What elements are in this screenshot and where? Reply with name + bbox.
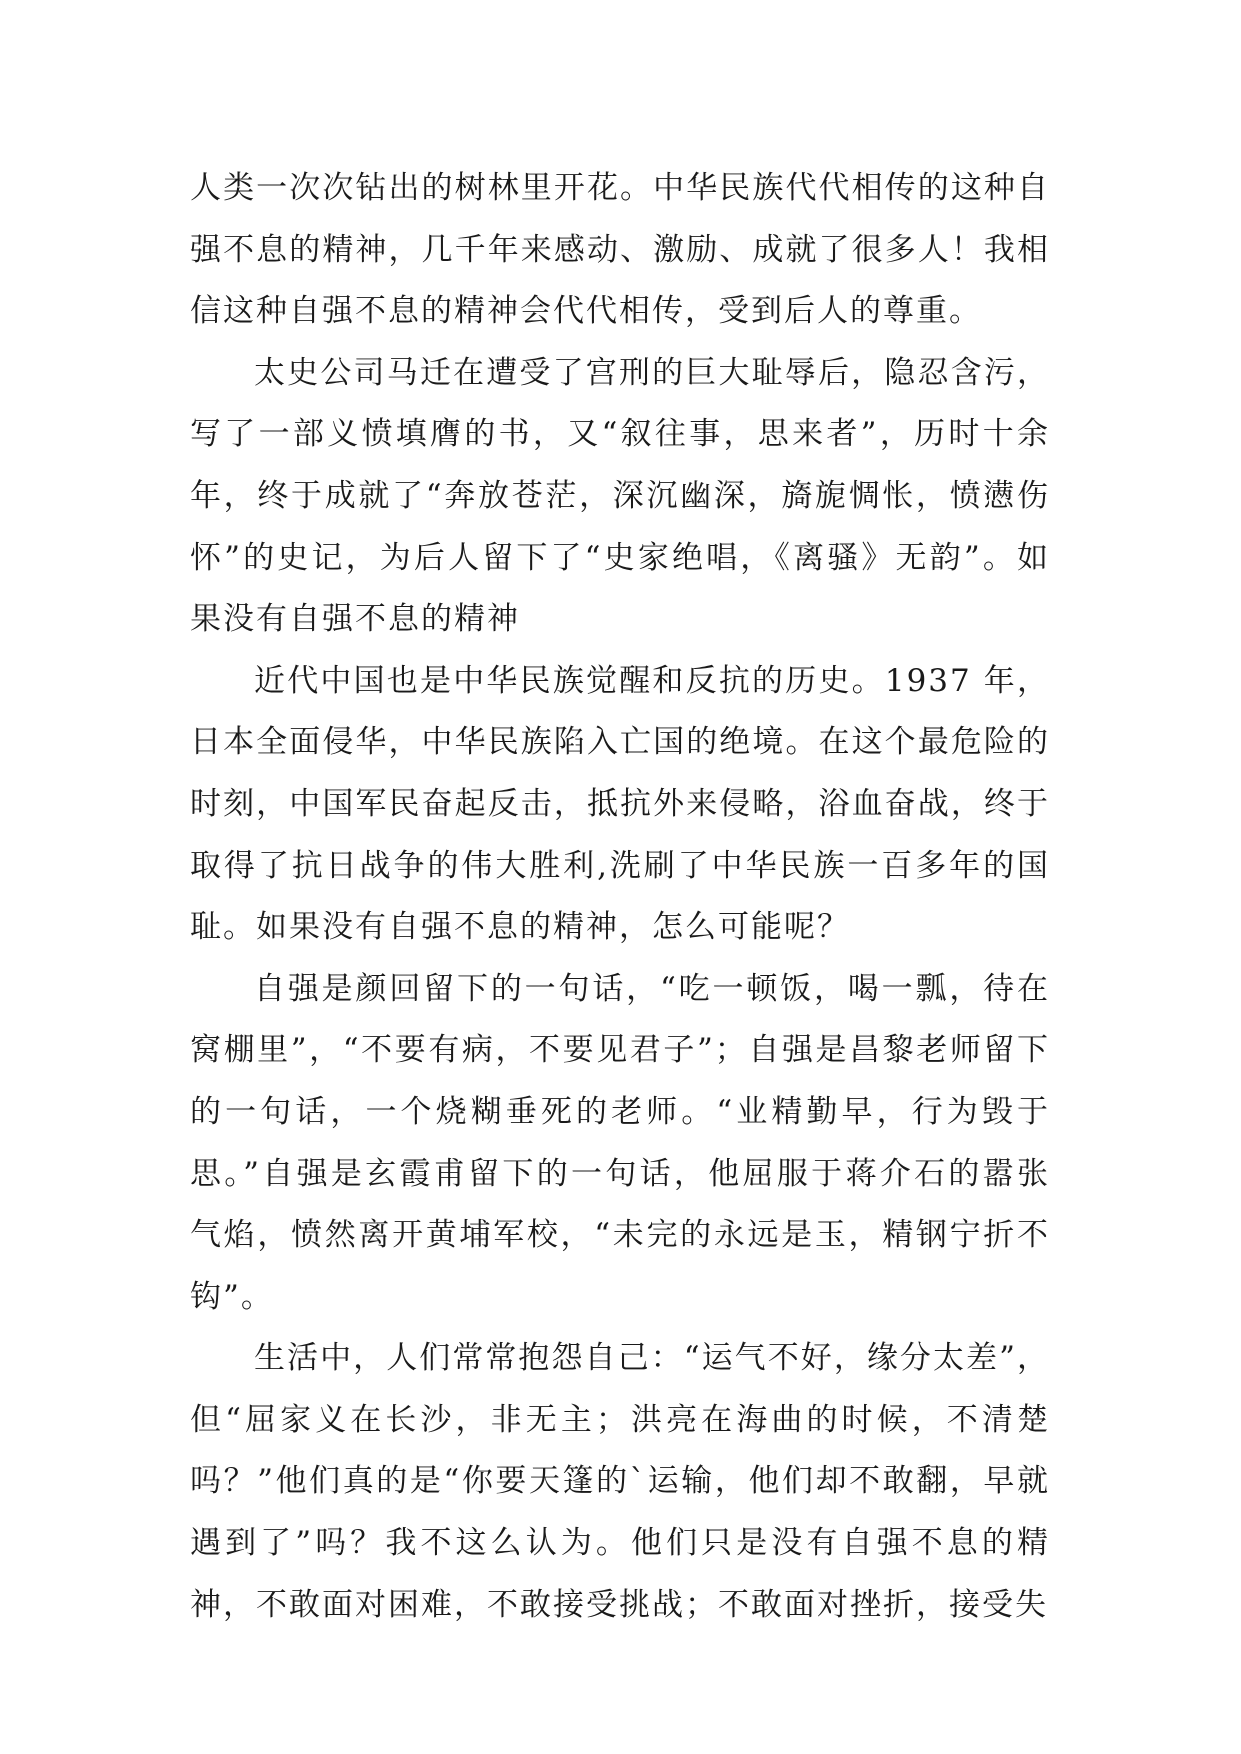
paragraph-5: 生活中，人们常常抱怨自己：“运气不好，缘分太差”，但“屈家义在长沙，非无主；洪亮在海曲的时候，不清楚吗？”他们真的是“你要天篷的`运输，他们却不敢翻，早就遇到了”吗？我不这么认为。他们只是没有自强不息的精神，不敢面对困难，不敢接受挑战；不敢面对挫折，接受失 — [190, 1340, 1050, 1623]
paragraph-3: 近代中国也是中华民族觉醒和反抗的历史。1937 年，日本全面侵华，中华民族陷入亡国的绝境。在这个最危险的时刻，中国军民奋起反击，抵抗外来侵略，浴血奋战，终于取得了抗日战争的伟大胜利,洗刷了中华民族一百多年的国耻。如果没有自强不息的精神，怎么可能呢？ — [190, 662, 1050, 946]
paragraph-2: 太史公司马迁在遭受了宫刑的巨大耻辱后，隐忍含污，写了一部义愤填膺的书，又“叙往事，思来者”，历时十余年，终于成就了“奔放苍茫，深沉幽深，旖旎惆怅，愤懑伤怀”的史记，为后人留下了“史家绝唱，《离骚》无韵”。如果没有自强不息的精神 — [190, 354, 1050, 638]
paragraph-4: 自强是颜回留下的一句话，“吃一顿饭，喝一瓢，待在窝棚里”，“不要有病，不要见君子”；自强是昌黎老师留下的一句话，一个烧糊垂死的老师。“业精勤早，行为毁于思。”自强是玄霞甫留下的一句话，他屈服于蒋介石的嚣张气焰，愤然离开黄埔军校，“未完的永远是玉，精钢宁折不钩”。 — [190, 970, 1050, 1315]
paragraph-1: 人类一次次钻出的树林里开花。中华民族代代相传的这种自强不息的精神，几千年来感动、激励、成就了很多人！我相信这种自强不息的精神会代代相传，受到后人的尊重。 — [190, 170, 1050, 330]
document-body — [190, 158, 1050, 1636]
